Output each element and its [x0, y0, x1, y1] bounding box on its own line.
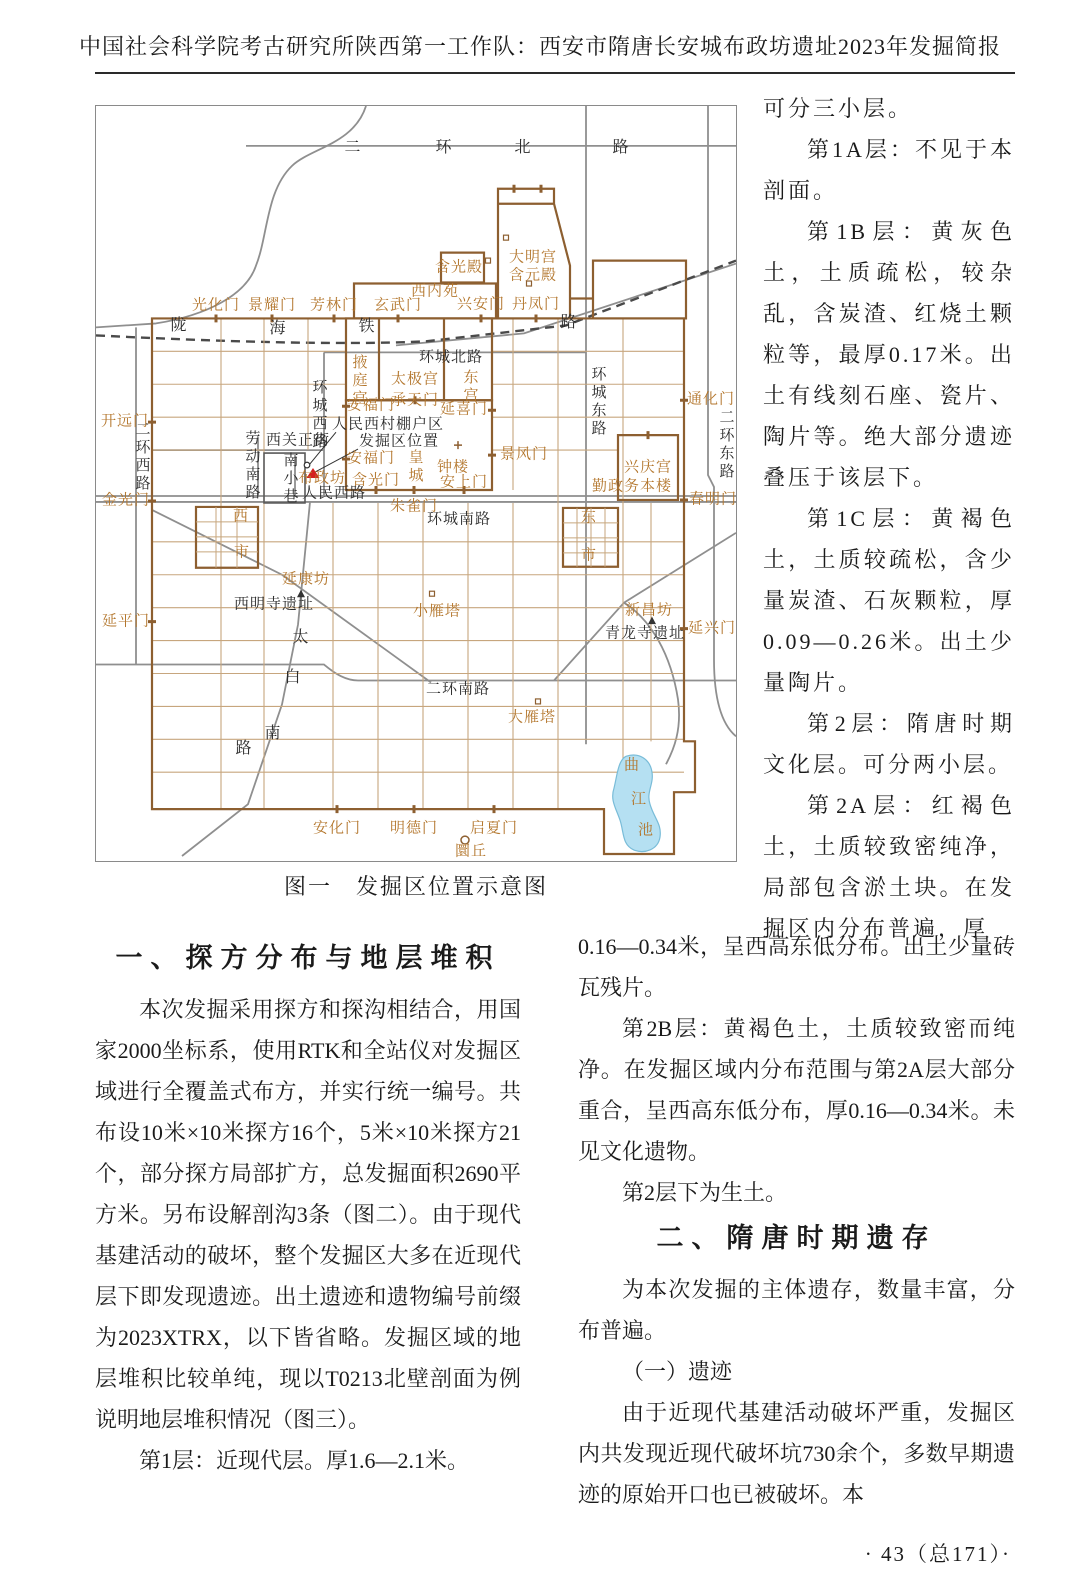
- map-label: 江: [630, 791, 648, 808]
- map-label: 人民西村棚户区: [331, 416, 445, 433]
- map-label: 含元殿: [508, 267, 558, 284]
- map-label: 海: [269, 320, 287, 338]
- map-label: 丹凤门: [511, 296, 561, 313]
- map-label: 环城西路: [310, 379, 327, 452]
- map-label: 南: [264, 725, 282, 743]
- map-label: 安福门: [346, 397, 396, 414]
- map-label: 陇: [170, 317, 188, 335]
- map-label: 含光殿: [434, 259, 484, 276]
- map-label: 安上门: [439, 474, 489, 491]
- figure-1: [95, 105, 737, 905]
- left-column: [95, 933, 521, 1481]
- map-label: 环城南路: [426, 511, 492, 528]
- figure-caption: 图一 发掘区位置示意图: [283, 874, 548, 899]
- map-label: 延康坊: [281, 571, 331, 588]
- map-label: 延兴门: [687, 620, 737, 637]
- section-heading: 一、探方分布与地层堆积: [115, 943, 501, 973]
- map-label: 东: [580, 509, 598, 526]
- paragraph: （一）遗迹: [622, 1359, 733, 1384]
- map-label: 西: [232, 508, 250, 525]
- map-label: 兴安门: [456, 296, 506, 313]
- map-label: 环城东路: [589, 366, 606, 439]
- map-label: 景风门: [499, 446, 549, 463]
- paragraph: 0.16—0.34米，呈西高东低分布。出土少量砖瓦残片。: [578, 934, 1015, 1000]
- paragraph: 第2B层：黄褐色土，土质较致密而纯净。在发掘区域内分布范围与第2A层大部分重合，呈西高东低分布，厚0.16—0.34米。未见文化遗物。: [578, 1016, 1015, 1164]
- map-label: 曲: [623, 757, 641, 774]
- map-label: 青龙寺遗址: [604, 625, 686, 642]
- paragraph: 第1层：近现代层。厚1.6—2.1米。: [139, 1448, 470, 1473]
- map-label: 通化门: [686, 391, 736, 408]
- map-label: 发掘区位置: [358, 433, 440, 450]
- map-label: 景耀门: [247, 297, 297, 314]
- map-label: 光化门: [191, 297, 241, 314]
- map-label: 玄武门: [373, 297, 423, 314]
- map-label: 安化门: [312, 820, 362, 837]
- map-label: 春明门: [688, 491, 738, 508]
- map-label: 西关正街: [265, 432, 331, 449]
- map-label: 市: [233, 544, 251, 561]
- map-label: 朱雀门: [389, 498, 439, 515]
- map-label: 北: [514, 138, 532, 156]
- map-label: 布政坊: [297, 470, 347, 487]
- map-label: 西明寺遗址: [233, 596, 315, 613]
- paragraph: 第2层下为生土。: [622, 1180, 788, 1205]
- map-label: 皇城: [406, 449, 423, 486]
- location-map: [95, 105, 737, 862]
- paragraph: 为本次发掘的主体遗存，数量丰富，分布普遍。: [578, 1277, 1015, 1343]
- paragraph: 本次发掘采用探方和探沟相结合，用国家2000坐标系，使用RTK和全站仪对发掘区域进行全覆盖式布方，并实行统一编号。共布设10米×10米探方16个，5米×10米探方21个，部分探方局部扩方，总发掘面积2690平方米。另布设解剖沟3条（图二）。由于现代基建活动的破坏，整个发掘区大多在近现代层下即发现遗迹。出土遗迹和遗物编号前缀为2023XTRX，以下皆省略。发掘区域的地层堆积比较单纯，现以T0213北壁剖面为例说明地层堆积情况（图三）。: [95, 997, 521, 1432]
- map-label: 金光门: [101, 492, 151, 509]
- map-label: 西内苑: [410, 283, 460, 299]
- map-label: 路: [612, 138, 630, 156]
- map-label: 市: [580, 547, 598, 564]
- map-label: 小雁塔: [412, 603, 462, 620]
- map-label: 二环南路: [425, 681, 491, 698]
- page-title: 中国社会科学院考古研究所陕西第一工作队：西安市隋唐长安城布政坊遗址2023年发掘简报: [78, 34, 1001, 59]
- map-label: 圜丘: [454, 843, 488, 860]
- map-label: 铁: [358, 318, 376, 336]
- paragraph: 第2层：隋唐时期文化层。可分两小层。: [763, 711, 1015, 777]
- map-label: 太极宫: [390, 371, 440, 388]
- map-labels-layer: [96, 106, 736, 861]
- map-label: 承天门: [390, 392, 440, 409]
- map-label: 明德门: [389, 820, 439, 837]
- map-label: 太: [292, 628, 310, 646]
- map-label: 劳动南路: [243, 430, 260, 503]
- map-label: 勤政务本楼: [591, 478, 673, 495]
- map-label: 路: [235, 740, 253, 758]
- paragraph: 第1C层：黄褐色土，土质较疏松，含少量炭渣、石灰颗粒，厚0.09—0.26米。出土少量陶片。: [763, 506, 1015, 695]
- page-number: · 43（总171）·: [864, 1542, 1011, 1566]
- map-label: 路: [560, 314, 578, 332]
- map-label: 大雁塔: [507, 709, 557, 726]
- map-label: 延喜门: [439, 401, 489, 418]
- map-label: 含光门: [351, 472, 401, 489]
- paragraph: 第1B层：黄灰色土，土质疏松，较杂乱，含炭渣、红烧土颗粒等，最厚0.17米。出土有线刻石座、瓷片、陶片等。绝大部分遗迹叠压于该层下。: [763, 219, 1015, 490]
- map-label: 安福门: [346, 450, 396, 467]
- right-column-wide: [578, 926, 1015, 1515]
- map-label: 池: [637, 822, 655, 839]
- header-rule: [95, 72, 1015, 74]
- map-label: 掖庭宫: [350, 354, 367, 409]
- paragraph: 由于近现代基建活动破坏严重，发掘区内共发现近现代破坏坑730余个，多数早期遗迹的原始开口也已被破坏。本: [578, 1400, 1015, 1507]
- map-label: 东宫: [461, 369, 478, 406]
- paragraph: 第1A层：不见于本剖面。: [763, 137, 1015, 203]
- map-label: 南小巷: [281, 452, 298, 506]
- map-label: 开远门: [100, 413, 150, 430]
- map-label: 延平门: [101, 613, 151, 630]
- map-label: 白: [284, 669, 302, 687]
- map-label: 兴庆宫: [623, 459, 673, 476]
- paragraph: 第2A层：红褐色土，土质较致密纯净，局部包含淤土块。在发掘区内分布普遍，厚: [763, 793, 1015, 941]
- map-label: 二环西路: [133, 421, 150, 494]
- map-label: 钟楼: [436, 459, 470, 476]
- section-heading: 二、隋唐时期遗存: [656, 1223, 937, 1253]
- map-label: 环: [435, 138, 453, 156]
- map-label: 启夏门: [469, 820, 519, 837]
- map-label: 人民西路: [301, 485, 367, 502]
- right-column-narrow: [763, 88, 1015, 949]
- map-label: 二环东路: [717, 409, 734, 482]
- map-label: 新昌坊: [624, 602, 674, 619]
- map-label: 芳林门: [309, 297, 359, 314]
- map-label: 大明宫: [508, 249, 558, 266]
- map-label: 二: [344, 138, 362, 156]
- map-label: 环城北路: [418, 349, 484, 366]
- paragraph: 可分三小层。: [763, 96, 914, 121]
